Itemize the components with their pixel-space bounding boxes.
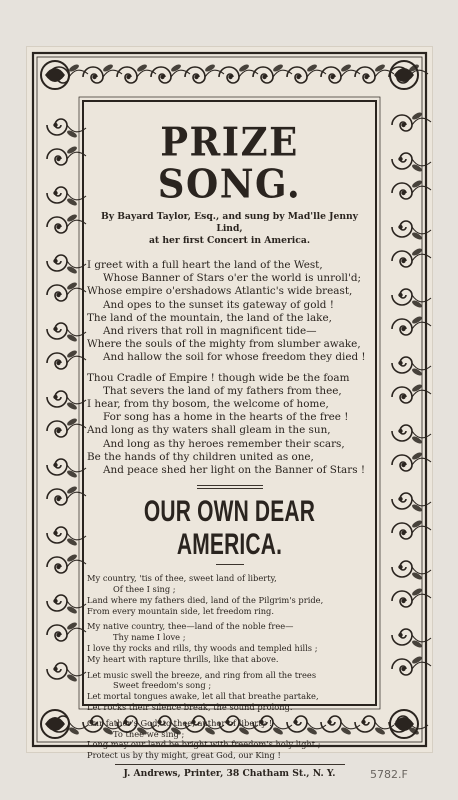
verse-line: Our father's God, to thee, author of liberty ! [87,717,273,728]
verse-line: My country, 'tis of thee, sweet land of liberty, [87,573,277,584]
pencil-catalog-note: 5782.F [370,768,408,781]
verse-line: My native country, thee—land of the noble free— [87,621,294,632]
verse-line: And peace shed her light on the Banner of Stars ! [103,464,365,477]
verse-line: And opes to the sunset its gateway of gold ! [103,298,334,311]
title-rule [216,564,244,565]
verse-line: And rivers that roll in magnificent tide— [103,325,317,338]
verse-line: And long as thy waters shall gleam in the sun, [87,424,331,437]
verse-line: Of thee I sing ; [113,584,176,595]
verse-line: To thee we sing ; [113,728,185,739]
verse-line: From every mountain side, let freedom ring. [87,605,275,616]
broadside-content [87,105,372,779]
stanza [87,372,372,478]
verse-line: Sweet freedom's song ; [113,680,212,691]
stanza [87,718,372,761]
byline-line-2: at her first Concert in America. [148,235,311,246]
verse-line: Thou Cradle of Empire ! though wide be the foam [87,371,350,384]
verse-line: Thy name I love ; [113,632,186,643]
verse-line: Be the hands of thy children united as one, [87,450,314,463]
verse-line: For song has a home in the hearts of the free ! [103,411,349,424]
prize-song-poem [87,259,372,477]
stanza [87,621,372,664]
printer-rule [115,764,345,765]
printer-imprint: J. Andrews, Printer, 38 Chatham St., N. Y. [123,768,336,779]
verse-line: Land where my fathers died, land of the Pilgrim's pride, [87,594,324,605]
verse-line: The land of the mountain, the land of the lake, [87,311,332,324]
verse-line: Let mortal tongues awake, let all that breathe partake, [87,691,319,702]
byline [87,211,372,247]
stanza-gap [87,365,372,372]
verse-line: Whose empire o'ershadows Atlantic's wide breast, [87,285,353,298]
verse-line: Where the souls of the mighty from slumber awake, [87,338,361,351]
hymn-poem [87,573,372,761]
verse-line: Protect us by thy might, great God, our King ! [87,750,281,761]
stanza [87,573,372,616]
verse-line: And long as thy heroes remember their scars, [103,437,345,450]
verse-line: I hear, from thy bosom, the welcome of home, [87,398,329,411]
page-title: PRIZE SONG. [157,118,302,208]
second-title: OUR OWN DEAR AMERICA. [143,495,316,562]
verse-line: I greet with a full heart the land of the West, [87,259,323,271]
verse-line: That severs the land of my fathers from thee, [103,384,342,397]
verse-line: Whose Banner of Stars o'er the world is unroll'd; [103,272,362,285]
verse-line: Let music swell the breeze, and ring from all the trees [87,669,317,680]
verse-line: And hallow the soil for whose freedom they died ! [103,351,366,364]
verse-line: Long may our land be bright with freedom's holy light ; [87,739,321,750]
verse-line: My heart with rapture thrills, like that above. [87,653,279,664]
verse-line: I love thy rocks and rills, thy woods and templed hills ; [87,643,318,654]
section-divider [197,485,263,486]
stanza [87,259,372,365]
byline-line-1: By Bayard Taylor, Esq., and sung by Mad'lle Jenny Lind, [100,211,359,234]
verse-line: Let rocks their silence break, the sound prolong. [87,702,293,713]
stanza [87,670,372,713]
